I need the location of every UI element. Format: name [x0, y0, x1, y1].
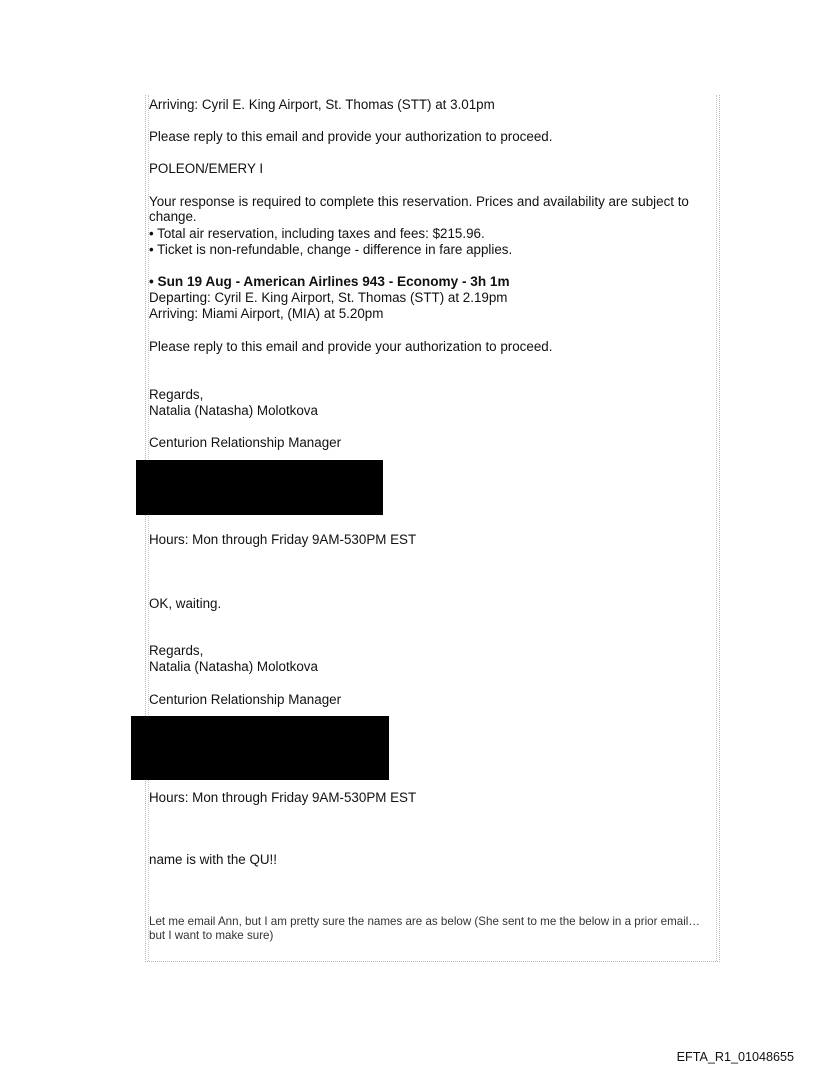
bullet-total-fare: • Total air reservation, including taxes and fees: $215.96.: [149, 226, 485, 241]
last-message-text: Let me email Ann, but I am pretty sure the names are as below (She sent to me the below in a prior email…but I want to make sure): [149, 915, 700, 942]
departing-line: Departing: Cyril E. King Airport, St. Thomas (STT) at 2.19pm: [149, 290, 508, 305]
reply-request-line: Please reply to this email and provide your authorization to proceed.: [149, 339, 553, 354]
signature-regards: Regards,: [149, 387, 204, 402]
flight-header: • Sun 19 Aug - American Airlines 943 - Economy - 3h 1m: [149, 274, 510, 289]
redaction-block: [136, 460, 383, 515]
arriving-line-mia: Arriving: Miami Airport, (MIA) at 5.20pm: [149, 306, 384, 321]
signature-hours: Hours: Mon through Friday 9AM-530PM EST: [149, 790, 417, 805]
signature-name: Natalia (Natasha) Molotkova: [149, 659, 318, 674]
ok-waiting-text: OK, waiting.: [149, 596, 222, 611]
signature-name: Natalia (Natasha) Molotkova: [149, 403, 318, 418]
response-required-text: Your response is required to complete this reservation. Prices and availability are subject to change.: [149, 194, 689, 224]
signature-title: Centurion Relationship Manager: [149, 435, 342, 450]
bullet-ticket-terms: • Ticket is non-refundable, change - difference in fare applies.: [149, 242, 513, 257]
passenger-name: POLEON/EMERY I: [149, 161, 264, 176]
signature-regards: Regards,: [149, 643, 204, 658]
redaction-block: [131, 716, 389, 780]
signature-hours: Hours: Mon through Friday 9AM-530PM EST: [149, 532, 417, 547]
document-id: EFTA_R1_01048655: [676, 1050, 794, 1064]
signature-title: Centurion Relationship Manager: [149, 692, 342, 707]
arriving-line-stt: Arriving: Cyril E. King Airport, St. Thomas (STT) at 3.01pm: [149, 97, 495, 112]
reply-request-line: Please reply to this email and provide your authorization to proceed.: [149, 129, 553, 144]
name-note-text: name is with the QU!!: [149, 852, 278, 867]
